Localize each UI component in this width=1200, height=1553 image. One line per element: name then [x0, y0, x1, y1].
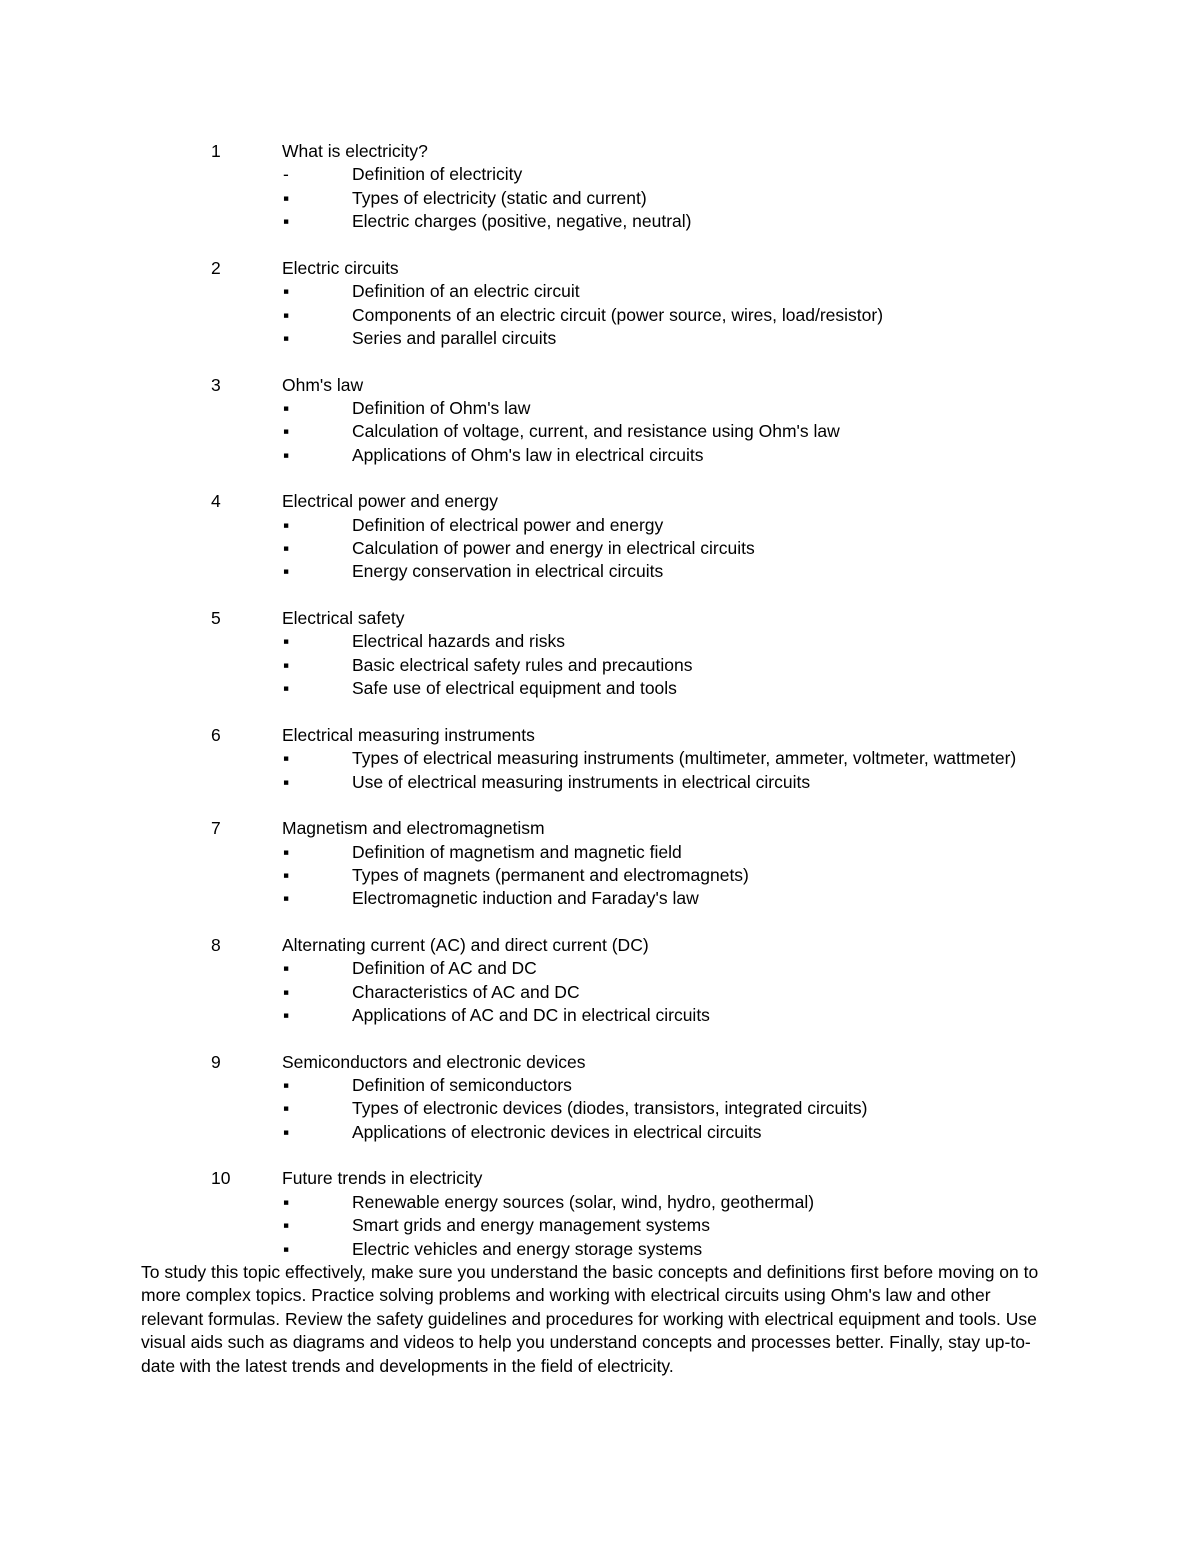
section-number: 8	[211, 934, 221, 955]
list-item-text: Types of magnets (permanent and electromagnets)	[352, 864, 749, 885]
section-title: Electrical measuring instruments	[282, 724, 535, 745]
outline-section	[211, 490, 1111, 584]
list-item	[211, 841, 1111, 864]
list-item-text: Definition of AC and DC	[352, 958, 537, 979]
list-item	[211, 677, 1111, 700]
section-number: 1	[211, 141, 221, 161]
list-item-text: Electric vehicles and energy storage systems	[352, 1238, 703, 1259]
list-item	[211, 1121, 1111, 1144]
list-item-text: Energy conservation in electrical circuits	[352, 561, 664, 582]
list-item	[211, 630, 1111, 653]
topic-outline	[211, 140, 1111, 1261]
list-item-text: Types of electronic devices (diodes, transistors, integrated circuits)	[352, 1098, 868, 1119]
bullet-marker: ▪	[283, 397, 290, 418]
list-item	[211, 187, 1111, 210]
bullet-marker: ▪	[283, 1005, 290, 1026]
bullet-marker: -	[283, 164, 289, 185]
list-item-text: Calculation of voltage, current, and resistance using Ohm's law	[352, 421, 840, 442]
list-item-text: Components of an electric circuit (power source, wires, load/resistor)	[352, 304, 884, 325]
list-item	[211, 514, 1111, 537]
list-item-text: Definition of electricity	[352, 164, 523, 185]
list-item-text: Series and parallel circuits	[352, 327, 557, 348]
list-item	[211, 537, 1111, 560]
list-item-text: Electrical hazards and risks	[352, 631, 565, 652]
bullet-marker: ▪	[283, 1098, 290, 1119]
bullet-marker: ▪	[283, 864, 290, 885]
list-item-text: Use of electrical measuring instruments in electrical circuits	[352, 771, 811, 792]
list-item	[211, 771, 1111, 794]
section-heading-row	[211, 257, 1111, 280]
bullet-marker: ▪	[283, 771, 290, 792]
bullet-marker: ▪	[283, 1238, 290, 1259]
list-item-text: Definition of Ohm's law	[352, 397, 531, 418]
list-item	[211, 304, 1111, 327]
list-item	[211, 560, 1111, 583]
section-title: Electrical safety	[282, 608, 405, 628]
bullet-marker: ▪	[283, 1075, 290, 1095]
section-title: Electrical power and energy	[282, 491, 498, 512]
section-title: Electric circuits	[282, 257, 399, 278]
list-item	[211, 444, 1111, 467]
list-item	[211, 1004, 1111, 1027]
list-item	[211, 1074, 1111, 1097]
section-heading-row	[211, 934, 1111, 957]
bullet-marker: ▪	[283, 304, 290, 325]
list-item	[211, 864, 1111, 887]
section-title: What is electricity?	[282, 141, 428, 161]
list-item-text: Types of electrical measuring instruments (multimeter, ammeter, voltmeter, wattmeter)	[352, 748, 1017, 769]
section-number: 2	[211, 257, 221, 278]
list-item	[211, 1191, 1111, 1214]
section-number: 4	[211, 491, 221, 512]
list-item	[211, 210, 1111, 233]
bullet-marker: ▪	[283, 187, 290, 208]
section-title: Alternating current (AC) and direct current (DC)	[282, 934, 649, 955]
section-heading-row	[211, 140, 1111, 163]
bullet-marker: ▪	[283, 841, 290, 862]
outline-section	[211, 934, 1111, 1028]
section-number: 5	[211, 608, 221, 628]
list-item	[211, 1214, 1111, 1237]
outline-section	[211, 374, 1111, 468]
section-heading-row	[211, 724, 1111, 747]
section-number: 7	[211, 818, 221, 839]
list-item-text: Calculation of power and energy in electrical circuits	[352, 538, 755, 559]
bullet-marker: ▪	[283, 561, 290, 582]
list-item-text: Definition of an electric circuit	[352, 281, 580, 302]
list-item-text: Applications of AC and DC in electrical circuits	[352, 1005, 710, 1026]
bullet-marker: ▪	[283, 514, 290, 535]
bullet-marker: ▪	[283, 538, 290, 559]
list-item	[211, 957, 1111, 980]
bullet-marker: ▪	[283, 678, 290, 699]
bullet-marker: ▪	[283, 421, 290, 442]
bullet-marker: ▪	[283, 211, 290, 232]
section-heading-row	[211, 374, 1111, 397]
list-item-text: Definition of magnetism and magnetic field	[352, 841, 682, 862]
list-item	[211, 654, 1111, 677]
list-item-text: Applications of Ohm's law in electrical circuits	[352, 444, 704, 465]
list-item	[211, 163, 1111, 186]
section-number: 10	[211, 1168, 231, 1189]
list-item	[211, 747, 1111, 770]
section-title: Semiconductors and electronic devices	[282, 1051, 586, 1072]
list-item-text: Renewable energy sources (solar, wind, hydro, geothermal)	[352, 1191, 815, 1212]
bullet-marker: ▪	[283, 981, 290, 1002]
list-item-text: Electric charges (positive, negative, neutral)	[352, 211, 692, 232]
bullet-marker: ▪	[283, 1121, 290, 1142]
bullet-marker: ▪	[283, 444, 290, 465]
outline-section	[211, 1167, 1111, 1261]
list-item-text: Types of electricity (static and current)	[352, 187, 647, 208]
section-heading-row	[211, 1167, 1111, 1190]
section-number: 6	[211, 724, 221, 745]
outline-section	[211, 1051, 1111, 1145]
list-item	[211, 280, 1111, 303]
list-item-text: Applications of electronic devices in electrical circuits	[352, 1121, 762, 1142]
bullet-marker: ▪	[283, 631, 290, 652]
list-item	[211, 397, 1111, 420]
list-item-text: Definition of semiconductors	[352, 1075, 572, 1095]
list-item	[211, 327, 1111, 350]
bullet-marker: ▪	[283, 281, 290, 302]
outline-section	[211, 817, 1111, 911]
bullet-marker: ▪	[283, 888, 290, 909]
list-item	[211, 420, 1111, 443]
section-title: Ohm's law	[282, 374, 364, 395]
bullet-marker: ▪	[283, 748, 290, 769]
outline-section	[211, 724, 1111, 794]
bullet-marker: ▪	[283, 958, 290, 979]
list-item	[211, 1097, 1111, 1120]
list-item	[211, 981, 1111, 1004]
section-number: 9	[211, 1051, 221, 1072]
section-title: Future trends in electricity	[282, 1168, 483, 1189]
study-note-paragraph: To study this topic effectively, make sure you understand the basic concepts and definitions first before moving on to more complex topics. Practice solving problems and working with electrical circuits using Ohm's law and other relevant formulas. Review the safety guidelines and procedures for working with electrical equipment and tools. Use visual aids such as diagrams and videos to help you understand concepts and processes better. Finally, stay up-to-date with the latest trends and developments in the field of electricity.	[141, 1262, 1039, 1376]
bullet-marker: ▪	[283, 327, 290, 348]
list-item-text: Basic electrical safety rules and precautions	[352, 654, 693, 675]
section-heading-row	[211, 607, 1111, 630]
section-number: 3	[211, 374, 221, 395]
section-heading-row	[211, 817, 1111, 840]
outline-section	[211, 257, 1111, 351]
list-item-text: Safe use of electrical equipment and tools	[352, 678, 677, 699]
bullet-marker: ▪	[283, 1215, 290, 1236]
list-item	[211, 887, 1111, 910]
list-item-text: Smart grids and energy management systems	[352, 1215, 710, 1236]
section-heading-row	[211, 490, 1111, 513]
bullet-marker: ▪	[283, 1191, 290, 1212]
list-item	[211, 1238, 1111, 1261]
outline-section	[211, 140, 1111, 234]
bullet-marker: ▪	[283, 654, 290, 675]
list-item-text: Definition of electrical power and energy	[352, 514, 664, 535]
section-heading-row	[211, 1051, 1111, 1074]
list-item-text: Characteristics of AC and DC	[352, 981, 580, 1002]
section-title: Magnetism and electromagnetism	[282, 818, 545, 839]
outline-section	[211, 607, 1111, 701]
list-item-text: Electromagnetic induction and Faraday's law	[352, 888, 699, 909]
